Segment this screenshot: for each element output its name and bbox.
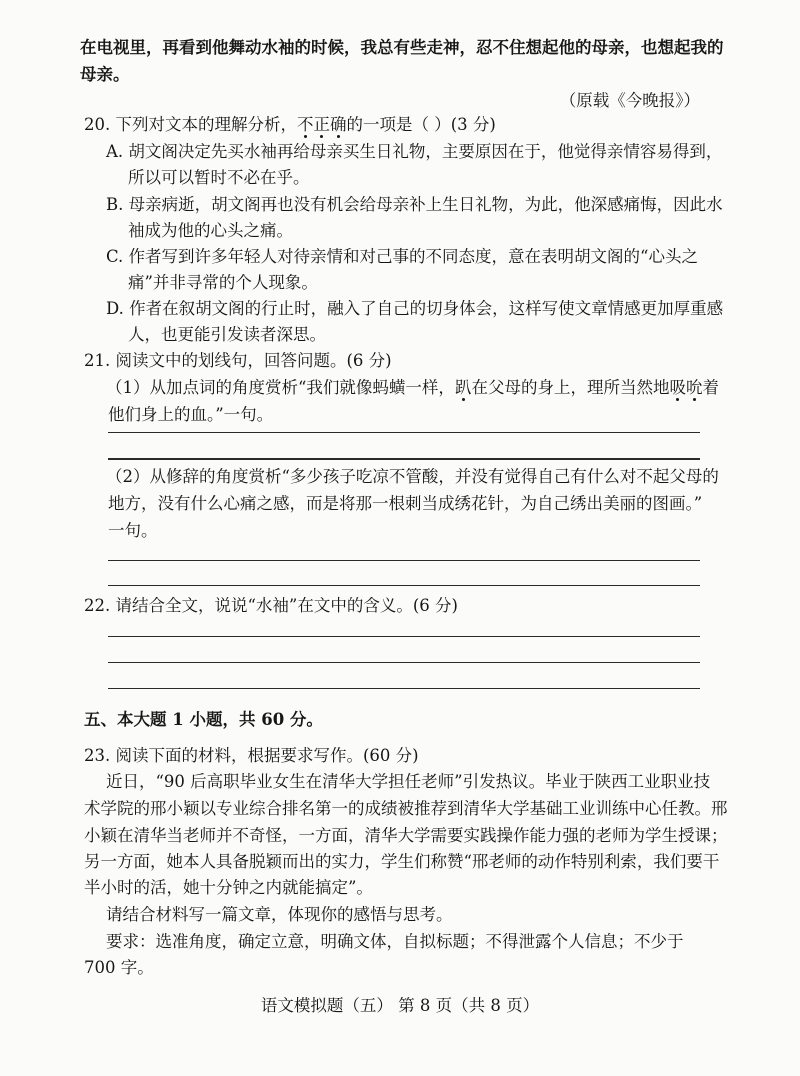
emphasis-dot-char: 吮	[685, 378, 703, 397]
q21-part1-line-1: （1）从加点词的角度赏析“我们就像蚂蟥一样，趴在父母的身上，理所当然地吸吮着	[106, 378, 719, 397]
q23-material-line-4: 另一方面，她本人具备脱颖而出的实力，学生们称赞“邢老师的动作特别利索，我们要干	[84, 852, 720, 871]
answer-line[interactable]	[108, 636, 700, 637]
q21-part2-line-2: 地方，没有什么心痛之感，而是将那一根刺当成绣花针，为自己绣出美丽的图画。”	[108, 494, 703, 513]
q21-part1-line-2: 他们身上的血。”一句。	[108, 405, 274, 424]
q21-stem: 21. 阅读文中的划线句，回答问题。(6 分)	[84, 351, 392, 370]
emphasis-dot-char: 吸	[669, 378, 686, 397]
q21-part2-line-3: 一句。	[108, 521, 158, 540]
q20-stem: 20. 下列对文本的理解分析，不正确的一项是（ ）(3 分)	[84, 115, 496, 134]
q20-option-c-line-1: C. 作者写到许多年轻人对待亲情和对己事的不同态度，意在表明胡文阁的“心头之	[106, 247, 698, 266]
answer-line[interactable]	[108, 458, 700, 460]
section-5-heading: 五、本大题 1 小题，共 60 分。	[84, 710, 323, 729]
q20-option-d-line-1: D. 作者在叙胡文阁的行止时，融入了自己的切身体会，这样写使文章情感更加厚重感	[106, 299, 724, 318]
q23-material-line-2: 术学院的邢小颖以专业综合排名第一的成绩被推荐到清华大学基础工业训练中心任教。邢	[84, 799, 728, 818]
q23-stem: 23. 阅读下面的材料，根据要求写作。(60 分)	[84, 746, 419, 765]
emphasis-dot-char: 正	[313, 115, 330, 134]
q20-option-b-line-2: 袖成为他的心头之痛。	[128, 221, 293, 240]
q23-material-line-3: 小颖在清华当老师并不奇怪，一方面，清华大学需要实践操作能力强的老师为学生授课；	[84, 826, 728, 845]
story-end-line-1: 在电视里，再看到他舞动水袖的时候，我总有些走神，忍不住想起他的母亲，也想起我的	[80, 38, 724, 57]
q22-stem: 22. 请结合全文，说说“水袖”在文中的含义。(6 分)	[84, 596, 458, 615]
answer-line[interactable]	[108, 662, 700, 663]
story-end-line-2: 母亲。	[80, 65, 130, 84]
q20-option-a-line-1: A. 胡文阁决定先买水袖再给母亲买生日礼物，主要原因在于，他觉得亲情容易得到，	[106, 142, 723, 161]
q23-requirement-line-2: 700 字。	[84, 958, 154, 977]
emphasis-dot-char: 趴	[454, 378, 472, 397]
emphasis-dot-char: 确	[330, 115, 347, 134]
answer-line[interactable]	[108, 585, 700, 586]
q23-material-line-1: 近日，“90 后高职毕业女生在清华大学担任老师”引发热议。毕业于陕西工业职业技	[106, 772, 711, 791]
answer-line[interactable]	[108, 688, 700, 689]
page-footer: 语文模拟题（五） 第 8 页（共 8 页）	[260, 996, 540, 1015]
q21-part2-line-1: （2）从修辞的角度赏析“多少孩子吃凉不管酸，并没有觉得自己有什么对不起父母的	[106, 467, 719, 486]
emphasis-dot-char: 不	[297, 115, 314, 134]
q23-task: 请结合材料写一篇文章，体现你的感悟与思考。	[106, 905, 453, 924]
answer-line[interactable]	[108, 432, 700, 433]
q23-material-line-5: 半小时的活，她十分钟之内就能搞定”。	[84, 878, 373, 897]
q20-option-c-line-2: 痛”并非寻常的个人现象。	[128, 273, 318, 292]
answer-line[interactable]	[108, 560, 700, 561]
source-note: （原载《今晚报》）	[559, 91, 700, 110]
q20-option-d-line-2: 人，也更能引发读者深思。	[128, 325, 326, 344]
q23-requirement-line-1: 要求：选准角度，确定立意，明确文体，自拟标题；不得泄露个人信息；不少于	[106, 932, 684, 951]
q20-option-a-line-2: 所以可以暂时不必在乎。	[128, 168, 310, 187]
q20-option-b-line-1: B. 母亲病逝，胡文阁再也没有机会给母亲补上生日礼物，为此，他深感痛悔，因此水	[106, 195, 723, 214]
